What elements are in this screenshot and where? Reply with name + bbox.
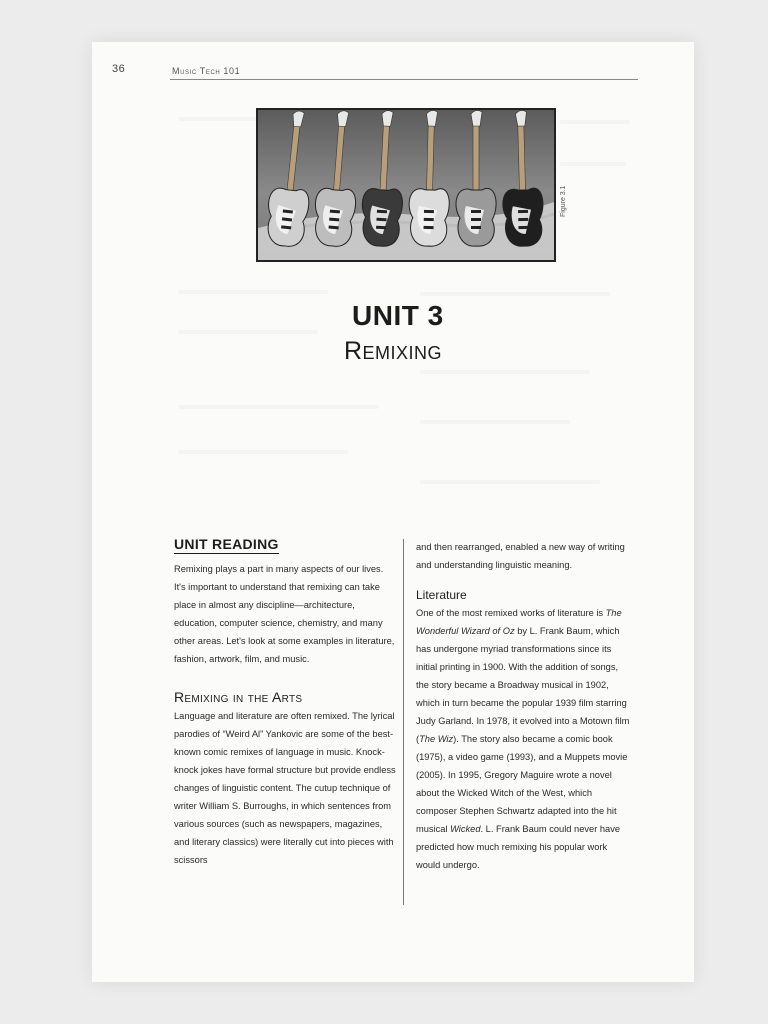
unit-reading-heading: UNIT READING <box>174 536 279 552</box>
guitars-photo <box>256 108 556 262</box>
book-title: The Wonderful Wizard of Oz <box>416 608 622 636</box>
running-header: Music Tech 101 <box>172 66 241 76</box>
show-through-text <box>178 405 378 409</box>
unit-reading-paragraph: Remixing plays a part in many aspects of our lives. It's important to understand that remixing can take place in almost any discipline—architecture, education, computer science, chemistry, and many other areas. Let's look at some examples in literature, fashion, artwork, film, and music. <box>174 564 395 664</box>
show-through-text <box>420 480 600 484</box>
column-divider <box>403 539 404 905</box>
show-through-text <box>178 117 258 121</box>
unit-title: Remixing <box>344 337 443 365</box>
show-through-text <box>178 450 348 454</box>
header-rule <box>170 79 638 80</box>
show-through-text <box>420 420 570 424</box>
remixing-arts-heading: Remixing in the Arts <box>174 689 303 705</box>
show-through-text <box>560 120 630 124</box>
figure-caption: Figure 3.1 <box>560 185 567 217</box>
film-title: The Wiz <box>419 734 454 744</box>
page-number: 36 <box>112 63 126 75</box>
show-through-text <box>560 162 626 166</box>
musical-title: Wicked <box>450 824 481 834</box>
show-through-text <box>420 370 590 374</box>
remixing-arts-continuation: and then rearranged, enabled a new way of writing and understanding linguistic meaning. <box>416 542 625 570</box>
literature-heading: Literature <box>416 588 467 602</box>
show-through-text <box>178 290 328 294</box>
remixing-arts-paragraph: Language and literature are often remixed. The lyrical parodies of “Weird Al” Yankovic are some of the best-known comic remixes of language in music. Knock-knock jokes have formal structure but provide endless changes of linguistic content. The cutup technique of writer William S. Burroughs, in which sentences from various sources (such as newspapers, magazines, and literary classics) were literally cut into pieces with scissors <box>174 711 396 865</box>
literature-paragraph: One of the most remixed works of literature is The Wonderful Wizard of Oz by L. Frank Baum, which has undergone myriad transformations since its initial printing in 1900. With the addition of songs, the story became a Broadway musical in 1902, which in turn became the popular 1939 film starring Judy Garland. In 1978, it evolved into a Motown film (The Wiz). The story also became a comic book (1975), a video game (1993), and a Muppets movie (2005). In 1995, Gregory Maguire wrote a novel about the Wicked Witch of the West, which composer Stephen Schwartz adapted into the hit musical Wicked. L. Frank Baum could never have predicted how much remixing his popular work would undergo. <box>416 608 630 870</box>
show-through-text <box>178 330 318 334</box>
unit-number: UNIT 3 <box>352 300 444 331</box>
show-through-text <box>420 292 610 296</box>
right-column <box>416 538 630 874</box>
left-column <box>174 536 396 869</box>
